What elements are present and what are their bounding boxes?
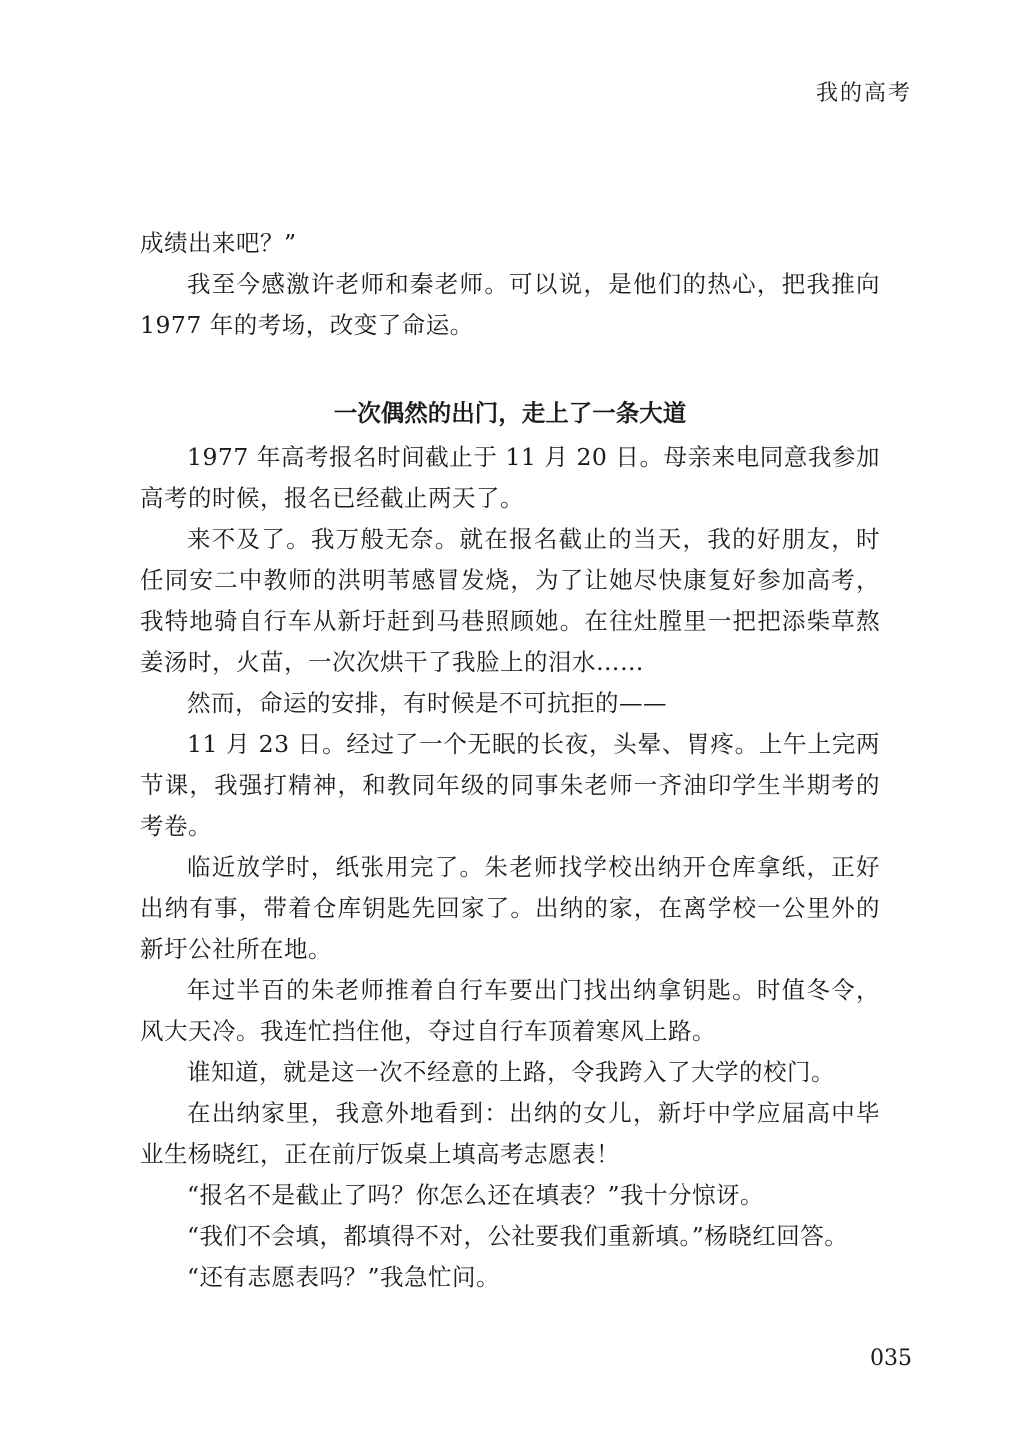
running-header: 我的高考 (815, 81, 912, 106)
paragraph: 年过半百的朱老师推着自行车要出门找出纳拿钥匙。时值冬令，风大天冷。我连忙挡住他，夺过自行车顶着寒风上路。 (140, 976, 880, 1045)
paragraph: 来不及了。我万般无奈。就在报名截止的当天，我的好朋友，时任同安二中教师的洪明苇感冒发烧，为了让她尽快康复好参加高考，我特地骑自行车从新圩赶到马巷照顾她。在往灶膛里一把把添柴草熬姜汤时，火苗，一次次烘干了我脸上的泪水…… (140, 525, 880, 676)
paragraph: 谁知道，就是这一次不经意的上路，令我跨入了大学的校门。 (187, 1058, 835, 1086)
paragraph: 11 月 23 日。经过了一个无眠的长夜，头晕、胃疼。上午上完两节课，我强打精神，和教同年级的同事朱老师一齐油印学生半期考的考卷。 (140, 730, 880, 840)
paragraph: “我们不会填，都填得不对，公社要我们重新填。”杨晓红回答。 (187, 1222, 849, 1250)
body-text (140, 223, 880, 1298)
page-number: 035 (870, 1346, 912, 1371)
paragraph: “报名不是截止了吗？你怎么还在填表？”我十分惊讶。 (187, 1181, 765, 1209)
paragraph: 成绩出来吧？” (140, 229, 297, 257)
paragraph: “还有志愿表吗？”我急忙问。 (187, 1263, 501, 1291)
paragraph: 在出纳家里，我意外地看到：出纳的女儿，新圩中学应届高中毕业生杨晓红，正在前厅饭桌上填高考志愿表！ (140, 1099, 880, 1168)
paragraph: 1977 年高考报名时间截止于 11 月 20 日。母亲来电同意我参加高考的时候，报名已经截止两天了。 (140, 443, 880, 512)
paragraph: 临近放学时，纸张用完了。朱老师找学校出纳开仓库拿纸，正好出纳有事，带着仓库钥匙先回家了。出纳的家，在离学校一公里外的新圩公社所在地。 (140, 853, 880, 963)
paragraph: 然而，命运的安排，有时候是不可抗拒的—— (187, 689, 667, 717)
paragraph: 我至今感激许老师和秦老师。可以说，是他们的热心，把我推向 1977 年的考场，改变了命运。 (140, 270, 880, 339)
section-title: 一次偶然的出门，走上了一条大道 (333, 399, 687, 427)
